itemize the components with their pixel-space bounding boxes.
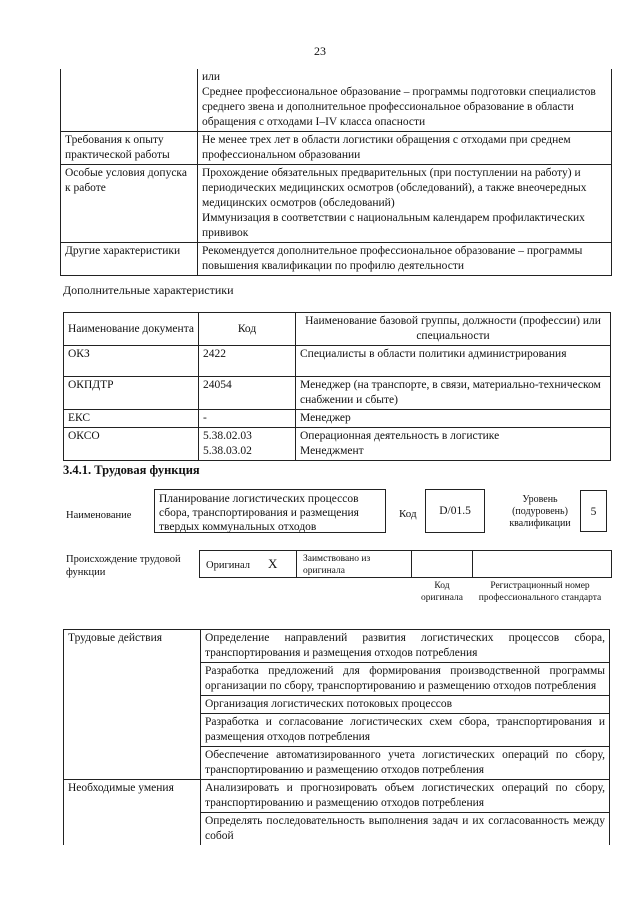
function-name: Планирование логистических процессов сбора, транспортирования и размещения твердых коммунальных отходов xyxy=(159,493,359,533)
list-item: Обеспечение автоматизированного учета логистических операций по сбору, транспортированию и размещению отходов потребления xyxy=(201,747,610,780)
table-cell: - xyxy=(199,410,296,428)
original-mark: X xyxy=(268,556,278,571)
requirements-table xyxy=(60,69,612,276)
table-cell: ОКЗ xyxy=(64,346,199,377)
function-name-box xyxy=(154,489,386,533)
reg-number-label: Регистрационный номер профессионального стандарта xyxy=(478,581,602,603)
code-label: Код xyxy=(399,508,417,520)
table-cell: Рекомендуется дополнительное профессиональное образование – программы повышения квалификации по профилю деятельности xyxy=(198,243,612,276)
table-cell: ОКСО xyxy=(64,428,199,461)
function-code-box xyxy=(425,489,485,533)
table-row xyxy=(64,428,611,461)
table-cell: Прохождение обязательных предварительных (при поступлении на работу) и периодических медицинских осмотров (обследований), а также внеочередных медицинских осмотров (обследований) Иммунизация в соответствии с национальным календарем профилактических прививок xyxy=(198,165,612,243)
list-item: Разработка и согласование логистических схем сбора, транспортирования и размещения отходов потребления xyxy=(201,714,610,747)
table-row xyxy=(61,69,612,132)
list-item: Разработка предложений для формирования производственной программы организации по сбору, транспортированию и размещению отходов потребления xyxy=(201,663,610,696)
table-cell: Требования к опыту практической работы xyxy=(61,132,198,165)
table-row xyxy=(61,132,612,165)
column-header: Код xyxy=(199,313,296,346)
borrowed-label: Заимствовано из оригинала xyxy=(303,554,371,576)
list-item: Анализировать и прогнозировать объем логистических операций по сбору, транспортированию и размещению отходов потребления xyxy=(201,780,610,813)
table-cell: Специалисты в области политики администрирования xyxy=(296,346,611,377)
table-row xyxy=(64,377,611,410)
table-cell: Особые условия допуска к работе xyxy=(61,165,198,243)
table-cell: ЕКС xyxy=(64,410,199,428)
column-header: Наименование документа xyxy=(64,313,199,346)
section-title: 3.4.1. Трудовая функция xyxy=(63,463,200,477)
table-cell: 5.38.02.03 5.38.03.02 xyxy=(199,428,296,461)
list-item: Организация логистических потоковых процессов xyxy=(201,696,610,714)
list-item: Определять последовательность выполнения задач и их согласованность между собой xyxy=(201,813,610,846)
page-number: 23 xyxy=(314,44,326,58)
table-row xyxy=(64,780,610,813)
table-cell: Операционная деятельность в логистике Менеджмент xyxy=(296,428,611,461)
table-cell: Трудовые действия xyxy=(64,630,201,780)
table-cell: 2422 xyxy=(199,346,296,377)
additional-heading: Дополнительные характеристики xyxy=(63,283,234,297)
table-row xyxy=(61,165,612,243)
table-cell: Менеджер (на транспорте, в связи, материально-техническом снабжении и сбыте) xyxy=(296,377,611,410)
additional-table xyxy=(63,312,611,461)
table-cell: или Среднее профессиональное образование – программы подготовки специалистов среднего звена и дополнительное профессиональное образование в области обращения с отходами I–IV класса опасности xyxy=(198,69,612,132)
level-label: Уровень (подуровень) квалификации xyxy=(509,494,571,529)
actions-table xyxy=(63,629,610,845)
level-box xyxy=(580,490,607,532)
origin-row xyxy=(199,550,612,578)
table-row xyxy=(64,630,610,663)
table-row xyxy=(61,243,612,276)
original-label: Оригинал xyxy=(206,560,250,571)
function-code: D/01.5 xyxy=(439,505,471,517)
column-header: Наименование базовой группы, должности (профессии) или специальности xyxy=(296,313,611,346)
name-label: Наименование xyxy=(66,510,132,521)
level-value: 5 xyxy=(590,506,597,518)
divider xyxy=(472,551,473,577)
table-cell: 24054 xyxy=(199,377,296,410)
table-cell: ОКПДТР xyxy=(64,377,199,410)
table-cell: Необходимые умения xyxy=(64,780,201,846)
table-cell: Не менее трех лет в области логистики обращения с отходами при среднем профессиональном образовании xyxy=(198,132,612,165)
table-header-row xyxy=(64,313,611,346)
divider xyxy=(411,551,412,577)
divider xyxy=(296,551,297,577)
list-item: Определение направлений развития логистических процессов сбора, транспортирования и размещения отходов потребления xyxy=(201,630,610,663)
table-cell: Другие характеристики xyxy=(61,243,198,276)
table-row xyxy=(64,346,611,377)
table-cell xyxy=(61,69,198,132)
table-row xyxy=(64,410,611,428)
table-cell: Менеджер xyxy=(296,410,611,428)
origin-label: Происхождение трудовой функции xyxy=(66,554,181,578)
code-original-label: Код оригинала xyxy=(421,581,463,603)
